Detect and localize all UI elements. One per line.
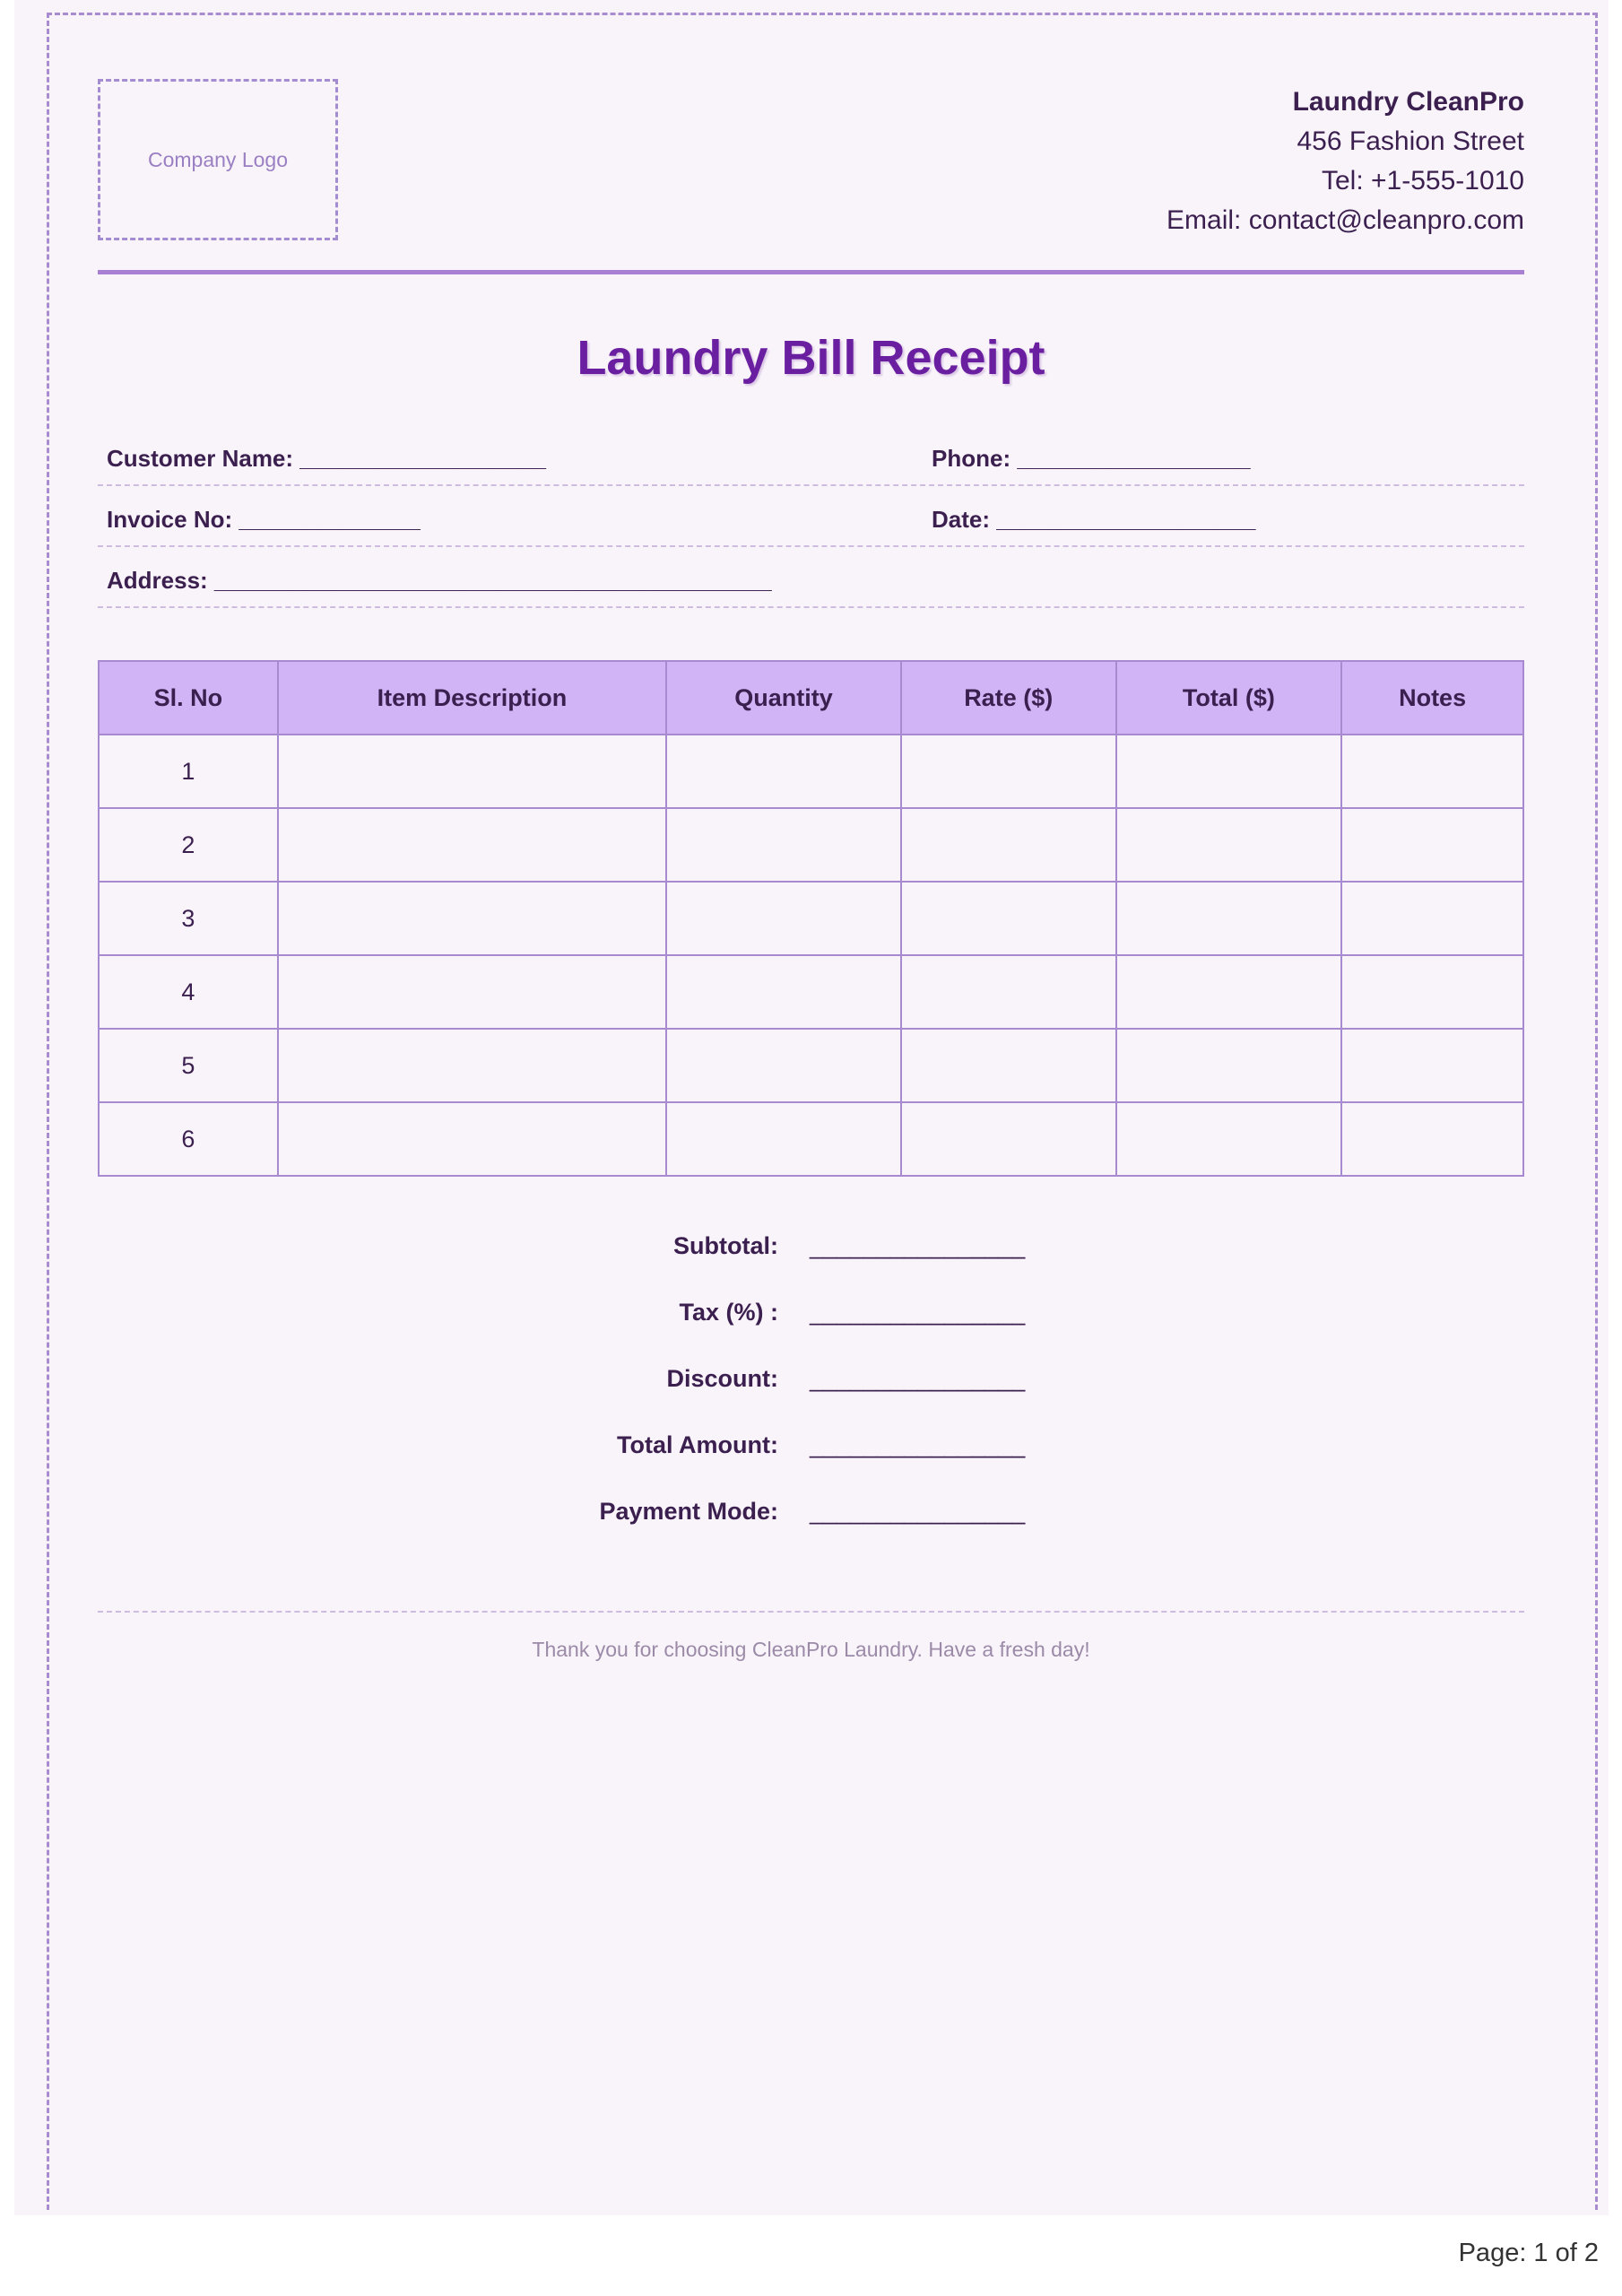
page-indicator: Page: 1 of 2: [1458, 2239, 1599, 2267]
table-row: [99, 1029, 1523, 1102]
col-header-item-description: Item Description: [278, 661, 666, 735]
cell-total[interactable]: [1116, 1029, 1342, 1102]
address-field[interactable]: Address: ___________________________________________: [107, 567, 772, 594]
cell-rate[interactable]: [901, 735, 1116, 808]
info-row-invoice: [98, 486, 1524, 547]
col-header-rate: Rate ($): [901, 661, 1116, 735]
cell-item-description[interactable]: [278, 1102, 666, 1176]
cell-sl-no: 4: [99, 955, 278, 1029]
company-address: 456 Fashion Street: [1297, 126, 1524, 156]
items-table: [98, 660, 1524, 1177]
company-logo-placeholder: [98, 79, 338, 240]
cell-item-description[interactable]: [278, 735, 666, 808]
payment-mode-field[interactable]: ________________: [810, 1498, 1026, 1525]
cell-notes[interactable]: [1341, 1029, 1523, 1102]
subtotal-label: Subtotal:: [673, 1232, 778, 1259]
cell-notes[interactable]: [1341, 808, 1523, 882]
company-email: Email: contact@cleanpro.com: [1167, 205, 1524, 235]
cell-sl-no: 3: [99, 882, 278, 955]
cell-quantity[interactable]: [666, 1102, 901, 1176]
total-amount-row: [0, 1431, 1622, 1467]
col-header-total: Total ($): [1116, 661, 1342, 735]
subtotal-row: [0, 1232, 1622, 1268]
discount-label: Discount:: [666, 1365, 778, 1392]
tax-label: Tax (%) :: [679, 1299, 778, 1326]
cell-quantity[interactable]: [666, 955, 901, 1029]
company-info: [1167, 83, 1524, 240]
header-divider: [98, 270, 1524, 274]
table-header-row: [99, 661, 1523, 735]
cell-sl-no: 1: [99, 735, 278, 808]
cell-item-description[interactable]: [278, 882, 666, 955]
cell-rate[interactable]: [901, 1029, 1116, 1102]
logo-placeholder-text: Company Logo: [148, 147, 288, 171]
total-amount-label: Total Amount:: [617, 1431, 778, 1458]
col-header-quantity: Quantity: [666, 661, 901, 735]
table-row: [99, 1102, 1523, 1176]
cell-notes[interactable]: [1341, 1102, 1523, 1176]
discount-field[interactable]: ________________: [810, 1365, 1026, 1392]
cell-quantity[interactable]: [666, 882, 901, 955]
cell-sl-no: 6: [99, 1102, 278, 1176]
footer-divider: [98, 1611, 1524, 1613]
payment-mode-row: [0, 1498, 1622, 1534]
cell-total[interactable]: [1116, 808, 1342, 882]
footer-message: Thank you for choosing CleanPro Laundry. Have a fresh day!: [532, 1638, 1090, 1661]
subtotal-field[interactable]: ________________: [810, 1232, 1026, 1259]
cell-total[interactable]: [1116, 735, 1342, 808]
cell-item-description[interactable]: [278, 808, 666, 882]
cell-quantity[interactable]: [666, 1029, 901, 1102]
cell-notes[interactable]: [1341, 882, 1523, 955]
cell-total[interactable]: [1116, 1102, 1342, 1176]
total-amount-field[interactable]: ________________: [810, 1431, 1026, 1458]
tax-row: [0, 1299, 1622, 1335]
cell-sl-no: 2: [99, 808, 278, 882]
company-tel: Tel: +1-555-1010: [1322, 166, 1524, 196]
company-name: Laundry CleanPro: [1292, 87, 1524, 117]
cell-notes[interactable]: [1341, 735, 1523, 808]
cell-rate[interactable]: [901, 955, 1116, 1029]
cell-rate[interactable]: [901, 1102, 1116, 1176]
receipt-title: Laundry Bill Receipt: [577, 331, 1045, 385]
payment-mode-label: Payment Mode:: [599, 1498, 778, 1525]
customer-name-field[interactable]: Customer Name: ___________________: [107, 445, 547, 472]
tax-field[interactable]: ________________: [810, 1299, 1026, 1326]
table-row: [99, 955, 1523, 1029]
info-row-customer: [98, 425, 1524, 486]
table-row: [99, 882, 1523, 955]
col-header-sl-no: Sl. No: [99, 661, 278, 735]
cell-quantity[interactable]: [666, 735, 901, 808]
date-field[interactable]: Date: ____________________: [932, 506, 1256, 533]
table-row: [99, 808, 1523, 882]
cell-total[interactable]: [1116, 955, 1342, 1029]
phone-field[interactable]: Phone: __________________: [932, 445, 1251, 472]
cell-quantity[interactable]: [666, 808, 901, 882]
cell-item-description[interactable]: [278, 1029, 666, 1102]
discount-row: [0, 1365, 1622, 1401]
cell-rate[interactable]: [901, 882, 1116, 955]
cell-item-description[interactable]: [278, 955, 666, 1029]
invoice-no-field[interactable]: Invoice No: ______________: [107, 506, 421, 533]
col-header-notes: Notes: [1341, 661, 1523, 735]
cell-rate[interactable]: [901, 808, 1116, 882]
cell-notes[interactable]: [1341, 955, 1523, 1029]
cell-total[interactable]: [1116, 882, 1342, 955]
table-row: [99, 735, 1523, 808]
cell-sl-no: 5: [99, 1029, 278, 1102]
info-row-address: [98, 547, 1524, 608]
